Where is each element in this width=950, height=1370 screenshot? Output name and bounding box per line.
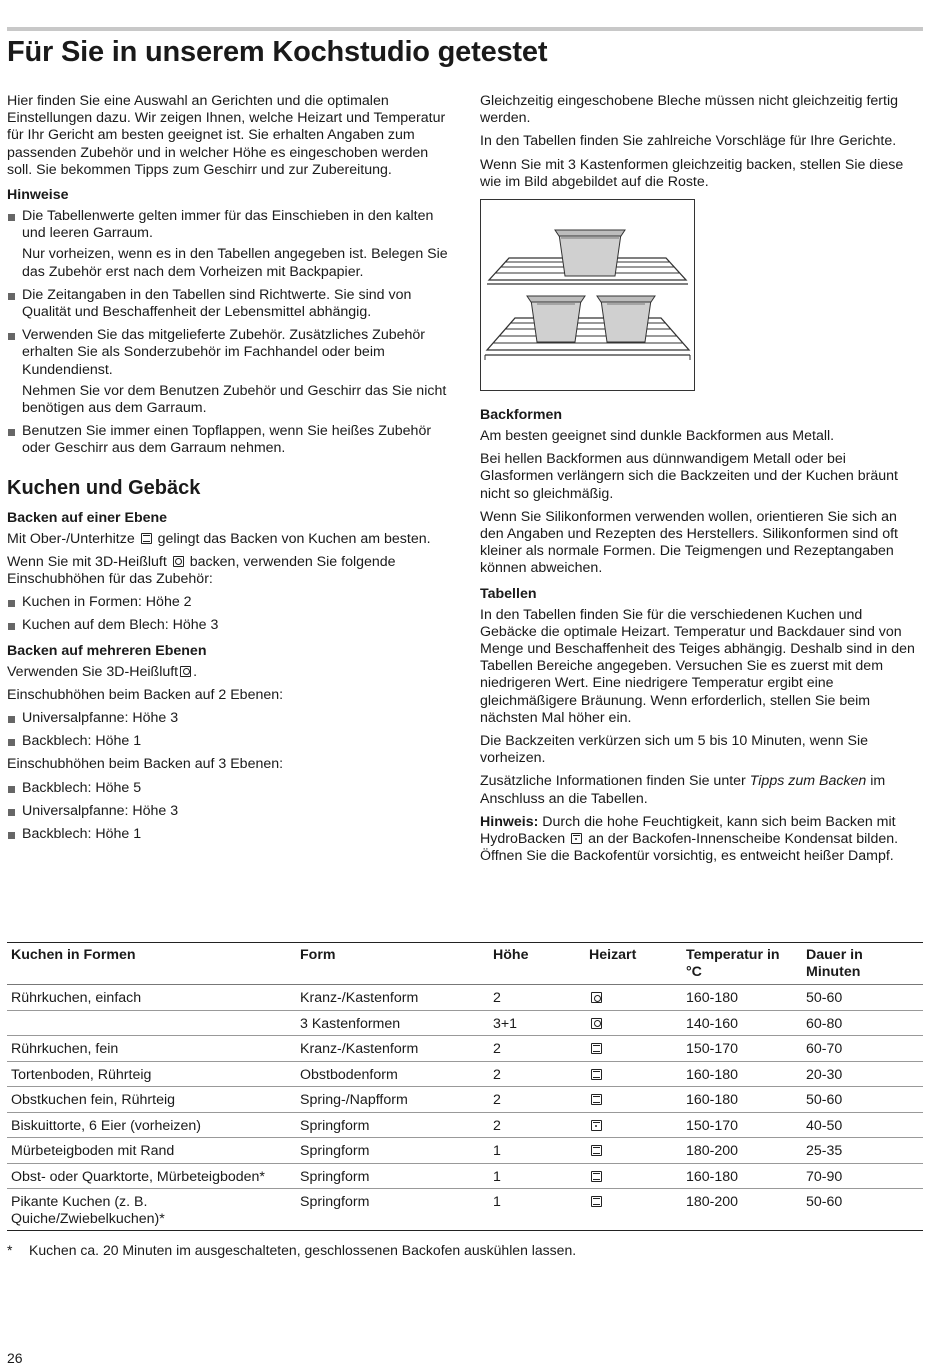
page-title: Für Sie in unserem Kochstudio getestet bbox=[7, 36, 548, 68]
tabellen-paragraph-1: In den Tabellen finden Sie für die verschiedenen Kuchen und Gebäcke die optimale Heizart. Temperatur und Backdauer sind von Menge und Beschaffenheit des Teiges abhängig. Deshalb sind in den Tabellen Bereiche angegeben. Versuchen Sie es zuerst mit dem niedrigeren Wert. Eine niedrigere Temperatur ergibt eine gleichmäßigere Bräunung. Wenn erforderlich, stellen Sie beim nächsten Mal höher ein. bbox=[480, 606, 915, 726]
list-item: Die Tabellenwerte gelten immer für das Einschieben in den kalten und leeren Garraum. Nur vorheizen, wenn es in den Tabellen angegeben ist. Belegen Sie das Zubehör erst nach dem Vorheizen mit Backpapier. bbox=[7, 208, 457, 281]
cell-dauer: 50-60 bbox=[802, 1087, 923, 1113]
table-header-row bbox=[7, 943, 923, 985]
right-column bbox=[480, 93, 920, 871]
cell-kuchen: Tortenboden, Rührteig bbox=[7, 1061, 296, 1087]
backformen-paragraph-3: Wenn Sie Silikonformen verwenden wollen, orientieren Sie sich an den Angaben und Rezepten des Herstellers. Silikonformen sind oft kleiner als normale Formen. Die Teigmengen und Rezeptangaben können abweichen. bbox=[480, 508, 898, 577]
cell-hoehe: 1 bbox=[489, 1189, 585, 1231]
cell-kuchen bbox=[7, 1010, 296, 1036]
list-item: Backblech: Höhe 1 bbox=[7, 733, 457, 750]
table-row bbox=[7, 1087, 923, 1113]
drei-ebenen-list bbox=[7, 780, 457, 844]
ober-unterhitze-icon bbox=[591, 1196, 602, 1207]
cell-form: Springform bbox=[296, 1189, 489, 1231]
cell-temperatur: 180-200 bbox=[682, 1138, 802, 1164]
cell-kuchen: Mürbeteigboden mit Rand bbox=[7, 1138, 296, 1164]
ober-unterhitze-icon bbox=[591, 1171, 602, 1182]
column-header: Höhe bbox=[489, 943, 585, 985]
right-paragraph-1: Gleichzeitig eingeschobene Bleche müssen nicht gleichzeitig fertig werden. bbox=[480, 93, 898, 127]
page-number: 26 bbox=[7, 1350, 23, 1366]
cell-form: Springform bbox=[296, 1138, 489, 1164]
3d-heissluft-icon bbox=[591, 1018, 602, 1029]
hydrobacken-icon bbox=[591, 1120, 602, 1131]
hydrobacken-icon bbox=[571, 833, 582, 844]
column-header: Form bbox=[296, 943, 489, 985]
cell-kuchen: Obst- oder Quarktorte, Mürbeteigboden* bbox=[7, 1163, 296, 1189]
footnote-text: Kuchen ca. 20 Minuten im ausgeschalteten, geschlossenen Backofen auskühlen lassen. bbox=[29, 1242, 577, 1258]
table-row bbox=[7, 1189, 923, 1231]
cell-hoehe: 2 bbox=[489, 1112, 585, 1138]
ober-unterhitze-icon bbox=[591, 1145, 602, 1156]
table-row bbox=[7, 1010, 923, 1036]
tabellen-paragraph-3: Zusätzliche Informationen finden Sie unter Tipps zum Backen im Anschluss an die Tabellen. bbox=[480, 773, 886, 807]
cell-kuchen: Biskuittorte, 6 Eier (vorheizen) bbox=[7, 1112, 296, 1138]
cell-temperatur: 180-200 bbox=[682, 1189, 802, 1231]
cell-kuchen: Rührkuchen, fein bbox=[7, 1036, 296, 1062]
footnote-marker: * bbox=[7, 1242, 13, 1258]
ebene-list bbox=[7, 594, 457, 634]
list-item: Kuchen auf dem Blech: Höhe 3 bbox=[7, 617, 457, 634]
table-row bbox=[7, 1138, 923, 1164]
zwei-ebenen-intro: Einschubhöhen beim Backen auf 2 Ebenen: bbox=[7, 686, 284, 703]
cell-temperatur: 140-160 bbox=[682, 1010, 802, 1036]
cell-dauer: 60-80 bbox=[802, 1010, 923, 1036]
cell-hoehe: 1 bbox=[489, 1138, 585, 1164]
cell-dauer: 60-70 bbox=[802, 1036, 923, 1062]
list-item: Backblech: Höhe 5 bbox=[7, 780, 457, 797]
cell-form: Spring-/Napfform bbox=[296, 1087, 489, 1113]
cell-hoehe: 2 bbox=[489, 1061, 585, 1087]
intro-paragraph: Hier finden Sie eine Auswahl an Gerichten und die optimalen Einstellungen dazu. Wir zeigen Ihnen, welche Heizart und Temperatur für Ihr Gericht am besten geeignet ist. Sie erhalten Angaben zum passenden Zubehör und in welcher Höhe es eingeschoben werden soll. Sie bekommen Tipps zum Geschirr und zur Zubereitung. bbox=[7, 93, 446, 178]
cell-heizart bbox=[585, 1061, 682, 1087]
ebene-paragraph-1: Mit Ober-/Unterhitze gelingt das Backen von Kuchen am besten. bbox=[7, 530, 431, 547]
cell-kuchen: Rührkuchen, einfach bbox=[7, 985, 296, 1011]
tipps-reference: Tipps zum Backen bbox=[749, 773, 867, 790]
tabellen-heading: Tabellen bbox=[480, 585, 537, 602]
cell-heizart bbox=[585, 1138, 682, 1164]
column-header: Heizart bbox=[585, 943, 682, 985]
cell-dauer: 50-60 bbox=[802, 1189, 923, 1231]
3d-heissluft-icon bbox=[180, 666, 191, 677]
column-header: Dauer in Minuten bbox=[802, 943, 923, 985]
baking-tins-on-racks-image bbox=[481, 200, 694, 390]
cell-form: Obstbodenform bbox=[296, 1061, 489, 1087]
cell-form: Springform bbox=[296, 1163, 489, 1189]
ebene-heading: Backen auf einer Ebene bbox=[7, 509, 168, 526]
cell-form: Kranz-/Kastenform bbox=[296, 985, 489, 1011]
cell-heizart bbox=[585, 1189, 682, 1231]
cell-kuchen: Pikante Kuchen (z. B. Quiche/Zwiebelkuchen)* bbox=[7, 1189, 296, 1231]
cell-dauer: 50-60 bbox=[802, 985, 923, 1011]
hinweise-heading: Hinweise bbox=[7, 187, 69, 204]
column-header: Kuchen in Formen bbox=[7, 943, 296, 985]
cell-heizart bbox=[585, 1087, 682, 1113]
section-heading-kuchen: Kuchen und Gebäck bbox=[7, 476, 201, 499]
table-body bbox=[7, 985, 923, 1231]
table-row bbox=[7, 1036, 923, 1062]
ober-unterhitze-icon bbox=[591, 1043, 602, 1054]
cell-hoehe: 2 bbox=[489, 1036, 585, 1062]
column-header: Temperatur in °C bbox=[682, 943, 802, 985]
mehrere-heading: Backen auf mehreren Ebenen bbox=[7, 642, 207, 659]
table-row bbox=[7, 1061, 923, 1087]
cell-form: 3 Kastenformen bbox=[296, 1010, 489, 1036]
cell-dauer: 40-50 bbox=[802, 1112, 923, 1138]
list-item: Benutzen Sie immer einen Topflappen, wenn Sie heißes Zubehör oder Geschirr aus dem Garraum nehmen. bbox=[7, 423, 457, 457]
cell-hoehe: 3+1 bbox=[489, 1010, 585, 1036]
cell-temperatur: 160-180 bbox=[682, 1061, 802, 1087]
cell-heizart bbox=[585, 1112, 682, 1138]
list-item: Kuchen in Formen: Höhe 2 bbox=[7, 594, 457, 611]
ober-unterhitze-icon bbox=[591, 1094, 602, 1105]
cell-heizart bbox=[585, 1163, 682, 1189]
cell-heizart bbox=[585, 1036, 682, 1062]
hinweis-paragraph: Hinweis: Durch die hohe Feuchtigkeit, kann sich beim Backen mit HydroBacken an der Backofen-Innenscheibe Kondensat bilden. Öffnen Sie die Backofentür vorsichtig, es entweicht heißer Dampf. bbox=[480, 813, 899, 865]
list-item: Backblech: Höhe 1 bbox=[7, 826, 457, 843]
cell-temperatur: 160-180 bbox=[682, 985, 802, 1011]
list-item: Universalpfanne: Höhe 3 bbox=[7, 803, 457, 820]
3d-heissluft-icon bbox=[591, 992, 602, 1003]
list-item: Die Zeitangaben in den Tabellen sind Richtwerte. Sie sind von Qualität und Beschaffenheit der Lebensmittel abhängig. bbox=[7, 287, 457, 321]
table-row bbox=[7, 1163, 923, 1189]
3d-heissluft-icon bbox=[173, 556, 184, 567]
baking-table bbox=[7, 942, 923, 1231]
top-rule bbox=[7, 27, 923, 31]
backformen-paragraph-1: Am besten geeignet sind dunkle Backformen aus Metall. bbox=[480, 428, 835, 445]
right-paragraph-3: Wenn Sie mit 3 Kastenformen gleichzeitig backen, stellen Sie diese wie im Bild abgebildet auf die Roste. bbox=[480, 156, 904, 190]
backformen-heading: Backformen bbox=[480, 407, 563, 424]
ebene-paragraph-2: Wenn Sie mit 3D-Heißluft backen, verwenden Sie folgende Einschubhöhen für das Zubehör: bbox=[7, 553, 396, 588]
tabellen-paragraph-2: Die Backzeiten verkürzen sich um 5 bis 10 Minuten, wenn Sie vorheizen. bbox=[480, 733, 868, 767]
cell-dauer: 70-90 bbox=[802, 1163, 923, 1189]
right-paragraph-2: In den Tabellen finden Sie zahlreiche Vorschläge für Ihre Gerichte. bbox=[480, 133, 897, 150]
cell-temperatur: 150-170 bbox=[682, 1036, 802, 1062]
cell-heizart bbox=[585, 985, 682, 1011]
cell-hoehe: 2 bbox=[489, 985, 585, 1011]
cell-form: Kranz-/Kastenform bbox=[296, 1036, 489, 1062]
cell-dauer: 25-35 bbox=[802, 1138, 923, 1164]
drei-ebenen-intro: Einschubhöhen beim Backen auf 3 Ebenen: bbox=[7, 756, 284, 773]
cell-hoehe: 2 bbox=[489, 1087, 585, 1113]
cell-hoehe: 1 bbox=[489, 1163, 585, 1189]
cell-temperatur: 150-170 bbox=[682, 1112, 802, 1138]
kastenformen-illustration bbox=[480, 199, 695, 391]
footnote bbox=[7, 1242, 923, 1259]
cell-temperatur: 160-180 bbox=[682, 1163, 802, 1189]
list-item: Verwenden Sie das mitgelieferte Zubehör. Zusätzliches Zubehör erhalten Sie als Sonderzubehör im Fachhandel oder beim Kundendienst. Nehmen Sie vor dem Benutzen Zubehör und Geschirr das Sie nicht benötigen aus dem Garraum. bbox=[7, 327, 457, 417]
cell-form: Springform bbox=[296, 1112, 489, 1138]
cell-temperatur: 160-180 bbox=[682, 1087, 802, 1113]
mehrere-paragraph: Verwenden Sie 3D-Heißluft . bbox=[7, 663, 198, 680]
table-row bbox=[7, 985, 923, 1011]
list-item: Universalpfanne: Höhe 3 bbox=[7, 710, 457, 727]
ober-unterhitze-icon bbox=[591, 1069, 602, 1080]
table-row bbox=[7, 1112, 923, 1138]
cell-heizart bbox=[585, 1010, 682, 1036]
hinweise-list bbox=[7, 208, 457, 458]
backformen-paragraph-2: Bei hellen Backformen aus dünnwandigem Metall oder bei Glasformen verlängern sich die Backzeiten und der Kuchen bräunt nicht so gleichmäßig. bbox=[480, 451, 898, 502]
cell-dauer: 20-30 bbox=[802, 1061, 923, 1087]
left-column bbox=[7, 93, 457, 849]
cell-kuchen: Obstkuchen fein, Rührteig bbox=[7, 1087, 296, 1113]
ober-unterhitze-icon bbox=[141, 533, 152, 544]
zwei-ebenen-list bbox=[7, 710, 457, 750]
